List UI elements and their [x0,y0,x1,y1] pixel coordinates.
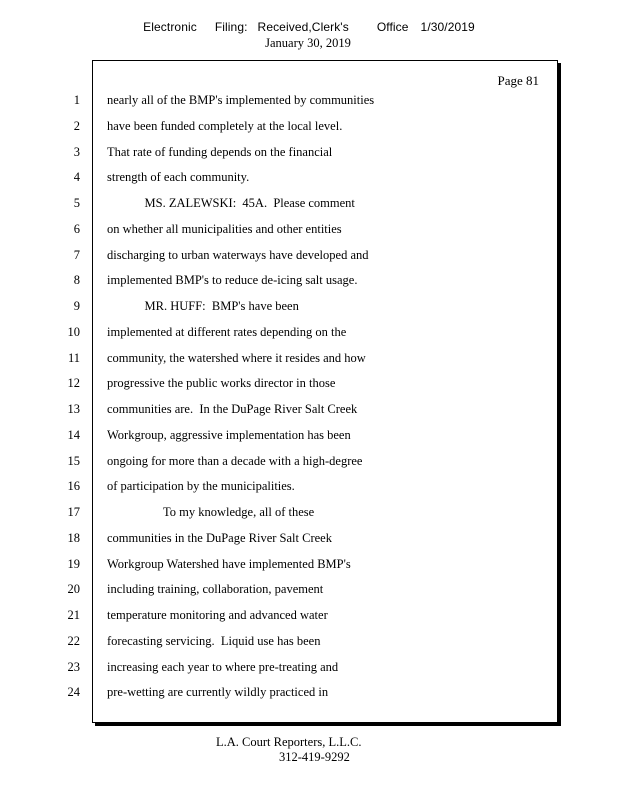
transcript-line: on whether all municipalities and other entities [107,221,342,236]
line-number: 10 [67,324,80,339]
transcript-line: progressive the public works director in those [107,376,336,391]
transcript-line: implemented at different rates depending on the [107,324,347,339]
filing-stamp-part: Filing: [214,20,248,34]
court-reporter-phone: 312-419-9292 [279,750,350,764]
transcript-line: of participation by the municipalities. [107,479,295,494]
transcript-line: Workgroup, aggressive implementation has been [107,427,351,442]
line-number: 19 [67,556,80,571]
line-number: 16 [67,479,80,494]
line-number: 3 [73,144,80,159]
filing-stamp-part: 1/30/2019 [420,20,475,34]
transcript-line: have been funded completely at the local level. [107,118,343,133]
transcript-line: communities in the DuPage River Salt Creek [107,530,332,545]
filing-stamp-part: Received,Clerk's [257,20,349,34]
line-number: 11 [67,350,80,365]
line-number: 2 [73,118,80,133]
line-number: 18 [67,530,80,545]
line-numbers-column [0,93,84,711]
transcript-line: temperature monitoring and advanced water [107,608,328,622]
filing-stamp-part: Electronic [143,20,197,34]
line-number: 24 [67,685,80,700]
line-number: 21 [67,608,80,622]
line-number: 7 [73,247,80,262]
transcript-text [107,93,547,711]
transcript-line: implemented BMP's to reduce de-icing salt usage. [107,273,358,288]
transcript-line: discharging to urban waterways have developed and [107,247,369,262]
line-number: 9 [73,299,80,313]
transcript-line: That rate of funding depends on the financial [107,144,333,159]
line-number: 5 [73,196,80,210]
transcript-line: pre-wetting are currently wildly practiced in [107,685,329,700]
filing-stamp-part: Office [376,20,409,34]
transcript-line: To my knowledge, all of these [107,505,315,519]
transcript-line: MR. HUFF: BMP's have been [107,299,299,313]
filing-date: January 30, 2019 [265,36,351,50]
line-number: 23 [67,659,80,674]
line-number: 15 [67,453,80,468]
transcript-line: community, the watershed where it resides and how [107,350,366,365]
transcript-line: nearly all of the BMP's implemented by communities [107,93,375,107]
transcript-line: increasing each year to where pre-treating and [107,659,339,674]
line-number: 1 [73,93,80,107]
line-number: 6 [73,221,80,236]
line-number: 17 [67,505,80,519]
transcript-line: communities are. In the DuPage River Salt Creek [107,402,358,416]
transcript-line: MS. ZALEWSKI: 45A. Please comment [107,196,355,210]
transcript-line: Workgroup Watershed have implemented BMP's [107,556,351,571]
line-number: 13 [67,402,80,416]
line-number: 12 [67,376,80,391]
line-number: 20 [67,582,80,597]
filing-stamp [0,20,618,36]
line-number: 14 [67,427,80,442]
page-number: Page 81 [497,73,539,88]
filing-header [0,20,618,52]
transcript-line: including training, collaboration, pavement [107,582,324,597]
transcript-line: strength of each community. [107,170,250,185]
transcript-line: forecasting servicing. Liquid use has been [107,633,321,648]
line-number: 4 [73,170,80,185]
line-number: 8 [73,273,80,288]
court-reporter-name: L.A. Court Reporters, L.L.C. [216,735,362,749]
line-number: 22 [67,633,80,648]
transcript-line: ongoing for more than a decade with a high-degree [107,453,363,468]
